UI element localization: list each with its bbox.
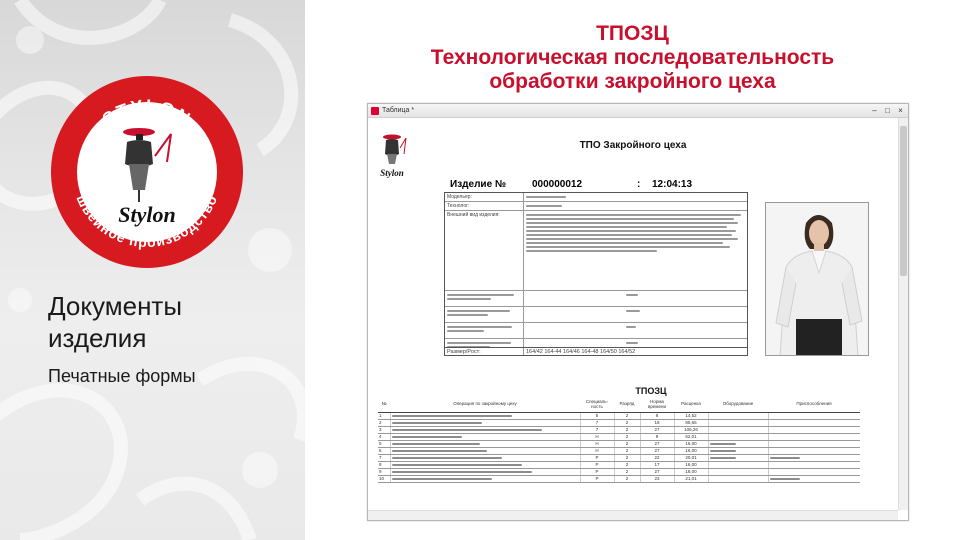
cell-equipment	[708, 433, 768, 440]
cell-operation	[390, 440, 580, 447]
cell-number: 5	[378, 440, 390, 447]
text-line	[710, 450, 736, 452]
info-row	[445, 202, 747, 211]
cell-grade: 2	[614, 454, 640, 461]
doc-title: ТПО Закройного цеха	[579, 140, 687, 151]
cell-grade: 2	[614, 433, 640, 440]
table-row	[378, 440, 860, 447]
col-header: №	[378, 396, 390, 412]
cell-fixtures	[768, 426, 860, 433]
cell-grade: 2	[614, 412, 640, 419]
product-code: 12:04:13	[652, 178, 693, 190]
text-line	[392, 422, 482, 424]
cell-number: 4	[378, 433, 390, 440]
cell-equipment	[708, 426, 768, 433]
cell-operation	[390, 475, 580, 482]
cell-fixtures	[768, 454, 860, 461]
cell-grade: 2	[614, 468, 640, 475]
cell-specialty: Р	[580, 461, 614, 468]
vertical-scrollbar[interactable]	[898, 118, 908, 510]
table-row	[378, 419, 860, 426]
cell-operation	[390, 461, 580, 468]
cell-specialty: 5	[580, 412, 614, 419]
text-line	[710, 457, 736, 459]
model-image	[766, 203, 869, 356]
table-row	[378, 475, 860, 482]
cell-price: 62,01	[674, 433, 708, 440]
table-row	[378, 454, 860, 461]
cell-time: 27	[640, 447, 674, 454]
cell-equipment	[708, 475, 768, 482]
text-line	[770, 457, 800, 459]
cell-equipment	[708, 412, 768, 419]
cell-fixtures	[768, 447, 860, 454]
cell-time: 27	[640, 426, 674, 433]
slide-title-line1: ТПОЗЦ	[596, 22, 669, 45]
cell-fixtures	[768, 475, 860, 482]
cell-grade: 2	[614, 447, 640, 454]
info-key: Модельер:	[445, 193, 524, 201]
text-line	[526, 196, 566, 198]
cell-operation	[390, 433, 580, 440]
cell-specialty: 7	[580, 419, 614, 426]
table-row	[378, 447, 860, 454]
logo-brand-center: Stylon	[118, 202, 176, 227]
cell-fixtures	[768, 440, 860, 447]
cell-grade: 2	[614, 426, 640, 433]
col-header: Операция по закройному цеху	[390, 396, 580, 412]
text-line	[392, 450, 487, 452]
text-line	[392, 478, 492, 480]
section-title	[48, 290, 288, 354]
cell-time: 17	[640, 461, 674, 468]
slide-title-line3: обработки закройного цеха	[489, 70, 776, 93]
col-header: Приспособления	[768, 396, 860, 412]
size-values: 164/42 164-44 164/46 164-48 164/50 164/52	[526, 349, 636, 355]
table-row	[378, 426, 860, 433]
cell-specialty: Н	[580, 447, 614, 454]
slide-title	[305, 22, 960, 94]
cell-specialty: 7	[580, 426, 614, 433]
product-label: Изделие №	[450, 178, 507, 190]
cell-operation	[390, 419, 580, 426]
cell-time: 18	[640, 419, 674, 426]
text-line	[710, 443, 736, 445]
cell-time: 22	[640, 454, 674, 461]
table-row	[378, 412, 860, 419]
slide-title-line2: Технологическая последовательность	[430, 46, 835, 69]
info-row	[445, 291, 747, 307]
cell-time: 23	[640, 475, 674, 482]
cell-fixtures	[768, 412, 860, 419]
cell-operation	[390, 454, 580, 461]
report-window	[367, 103, 909, 521]
info-row	[445, 193, 747, 202]
text-line	[392, 443, 480, 445]
cell-time: 9	[640, 433, 674, 440]
cell-specialty: Н	[580, 433, 614, 440]
window-title: Таблица *	[382, 107, 415, 114]
maximize-icon[interactable]: □	[885, 106, 890, 115]
table-row	[378, 461, 860, 468]
table-header-row	[378, 396, 860, 412]
cell-fixtures	[768, 461, 860, 468]
window-titlebar[interactable]	[368, 104, 908, 118]
cell-number: 3	[378, 426, 390, 433]
cell-number: 6	[378, 447, 390, 454]
product-colon: :	[637, 178, 641, 190]
close-icon[interactable]: ×	[898, 106, 903, 115]
logo-brand-top: STYLON	[98, 95, 196, 130]
logo-brand-ring: швейное производство	[73, 192, 221, 251]
section-title-line1: Документы	[48, 291, 183, 321]
text-line	[770, 478, 800, 480]
cell-number: 10	[378, 475, 390, 482]
cell-equipment	[708, 468, 768, 475]
cell-number: 7	[378, 454, 390, 461]
cell-specialty: Р	[580, 454, 614, 461]
cell-price: 14,52	[674, 412, 708, 419]
cell-price: 16,00	[674, 461, 708, 468]
cell-number: 1	[378, 412, 390, 419]
col-header: Разряд	[614, 396, 640, 412]
table-row	[378, 468, 860, 475]
cell-equipment	[708, 447, 768, 454]
app-icon	[371, 107, 379, 115]
text-line	[392, 464, 522, 466]
tpozc-heading: ТПОЗЦ	[635, 386, 667, 396]
cell-time: 27	[640, 440, 674, 447]
col-header: Расценка	[674, 396, 708, 412]
info-row	[445, 211, 747, 291]
model-photo	[765, 202, 869, 356]
cell-price: 16,00	[674, 447, 708, 454]
size-row	[445, 347, 747, 355]
operations-table	[378, 396, 860, 483]
cell-equipment	[708, 461, 768, 468]
cell-grade: 2	[614, 461, 640, 468]
cell-grade: 2	[614, 419, 640, 426]
scroll-thumb[interactable]	[900, 126, 907, 276]
cell-price: 21,01	[674, 475, 708, 482]
text-line	[392, 471, 532, 473]
cell-price: 85,65	[674, 419, 708, 426]
cell-price: 20,01	[674, 454, 708, 461]
table-row	[378, 433, 860, 440]
stylon-logo	[47, 72, 247, 272]
cell-operation	[390, 447, 580, 454]
cell-equipment	[708, 454, 768, 461]
left-decorative-panel	[0, 0, 305, 540]
text-line	[392, 415, 512, 417]
cell-time: 8	[640, 412, 674, 419]
cell-operation	[390, 412, 580, 419]
text-line	[392, 457, 502, 459]
product-header	[444, 176, 748, 192]
cell-grade: 2	[614, 475, 640, 482]
mini-logo-text: Stylon	[380, 168, 404, 178]
cell-fixtures	[768, 468, 860, 475]
cell-fixtures	[768, 419, 860, 426]
horizontal-scrollbar[interactable]	[368, 510, 898, 520]
info-row	[445, 307, 747, 323]
col-header: Специаль-ность	[580, 396, 614, 412]
cell-operation	[390, 468, 580, 475]
description-block	[524, 211, 747, 290]
cell-number: 8	[378, 461, 390, 468]
col-header: Оборудование	[708, 396, 768, 412]
text-line	[526, 205, 562, 207]
section-subtitle: Печатные формы	[48, 366, 196, 386]
cell-price: 18,00	[674, 468, 708, 475]
cell-price: 16,00	[674, 440, 708, 447]
section-title-line2: изделия	[48, 323, 147, 353]
cell-time: 27	[640, 468, 674, 475]
minimize-icon[interactable]: –	[872, 106, 877, 115]
cell-number: 2	[378, 419, 390, 426]
cell-specialty: Н	[580, 440, 614, 447]
cell-equipment	[708, 419, 768, 426]
cell-number: 9	[378, 468, 390, 475]
report-content	[368, 118, 898, 510]
cell-equipment	[708, 440, 768, 447]
cell-specialty: Р	[580, 475, 614, 482]
product-info-table	[444, 192, 748, 356]
cell-fixtures	[768, 433, 860, 440]
text-line	[392, 429, 542, 431]
text-line	[392, 436, 462, 438]
stylon-mini-logo	[376, 128, 408, 182]
cell-price: 106,26	[674, 426, 708, 433]
col-header: Норма времени	[640, 396, 674, 412]
cell-grade: 2	[614, 440, 640, 447]
product-number: 000000012	[532, 178, 583, 190]
info-key: Внешний вид изделия:	[445, 211, 524, 290]
info-key: Технолог:	[445, 202, 524, 210]
size-label: Размер/Рост:	[445, 348, 524, 355]
cell-operation	[390, 426, 580, 433]
info-row	[445, 323, 747, 339]
cell-specialty: Р	[580, 468, 614, 475]
